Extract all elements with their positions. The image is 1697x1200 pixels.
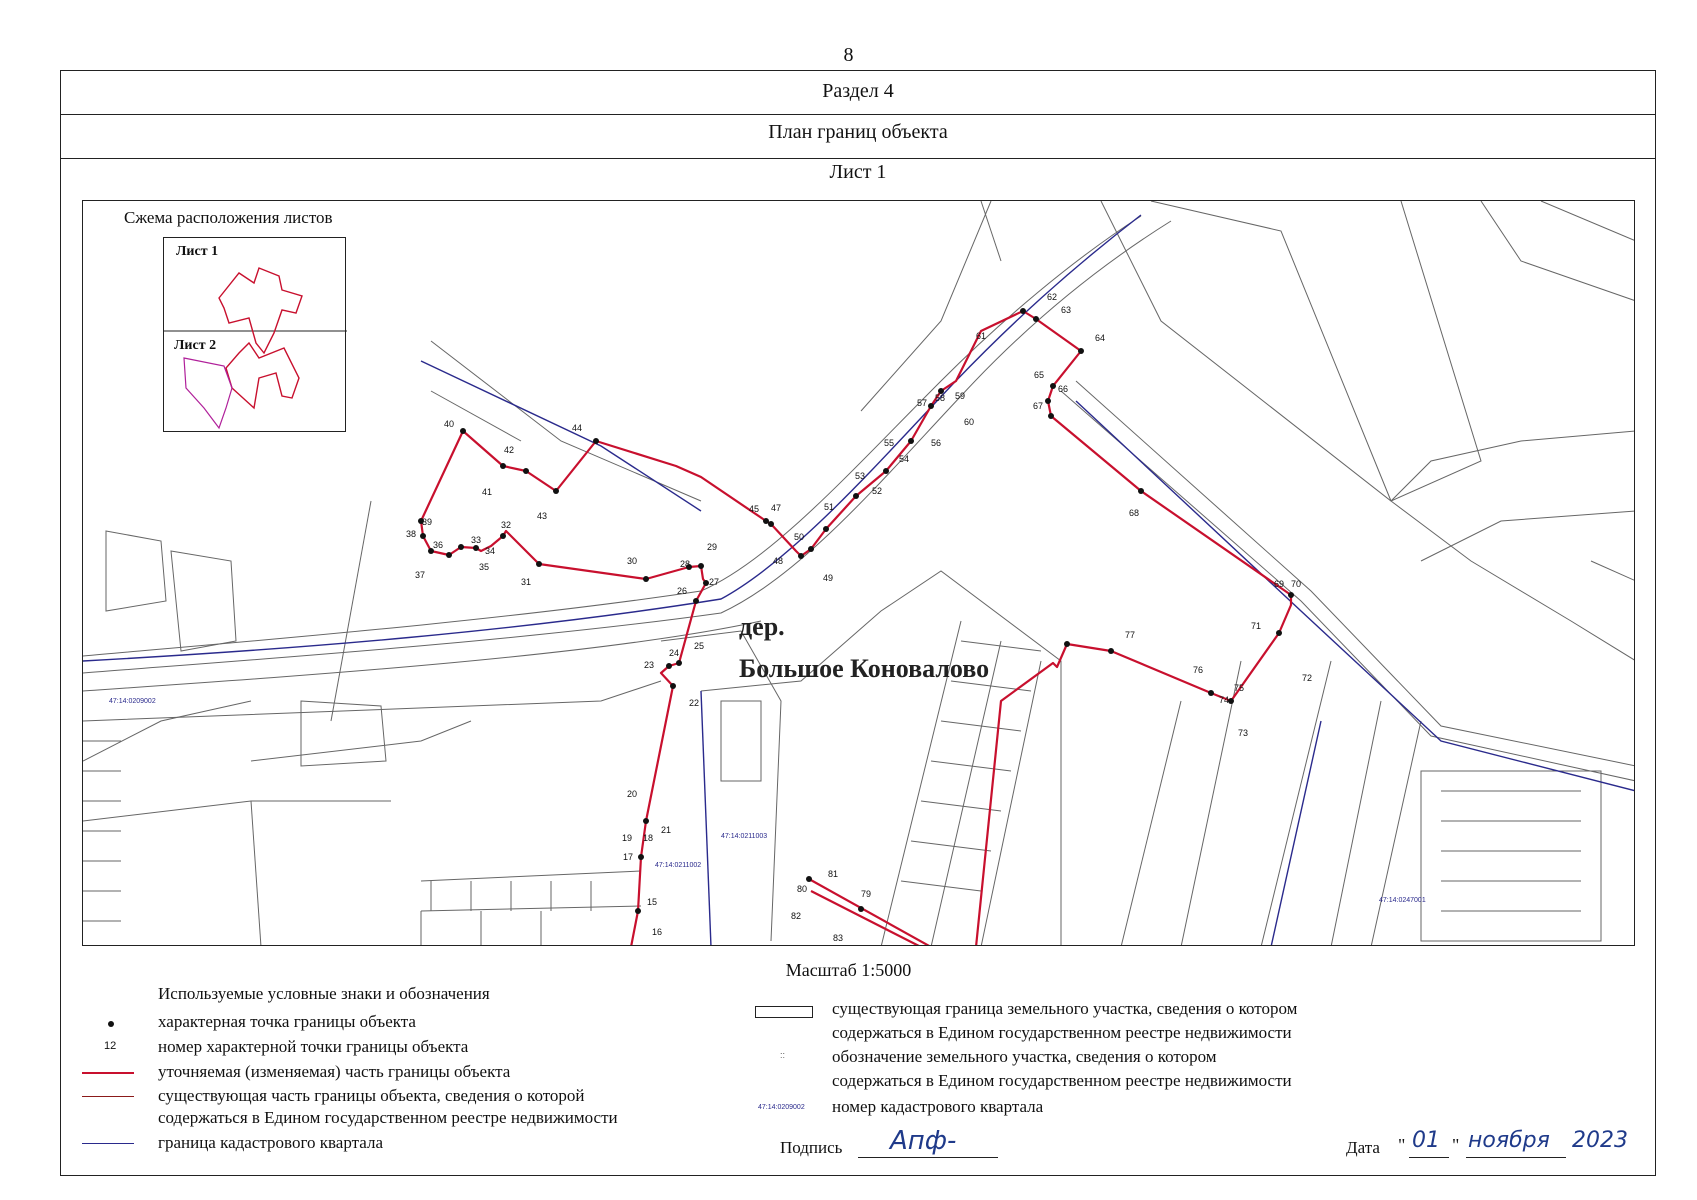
point-number: 79 [861,889,872,899]
legend-quarter-number-text: номер кадастрового квартала [832,1097,1044,1116]
plan-title: План границ объекта [768,121,948,143]
quarter-number: 47:14:0211003 [721,833,768,840]
building [721,701,761,781]
parcel-line [1371,721,1421,946]
boundary-point [1045,398,1051,404]
point-number: 31 [521,577,532,587]
legend-title: Используемые условные знаки и обозначения [158,984,490,1003]
point-number: 48 [773,556,784,566]
building [431,881,591,911]
legend-quarter-text: граница кадастрового квартала [158,1133,383,1152]
legend-parcel-text-2: содержаться в Едином государственном реестре недвижимости [832,1023,1292,1042]
boundary-point [1048,413,1054,419]
building [1441,791,1581,911]
point-number: 19 [622,833,633,843]
point-number: 33 [471,535,482,545]
point-number: 55 [884,438,895,448]
boundary-point [806,876,812,882]
point-number: 57 [917,398,928,408]
point-number: 82 [791,911,802,921]
boundary-point [808,546,814,552]
point-number-labels [406,292,1312,943]
boundary-point [670,683,676,689]
point-number: 39 [422,517,433,527]
boundary-point [458,544,464,550]
boundary-point [768,521,774,527]
legend-quarter-symbol [82,1143,134,1144]
point-number: 77 [1125,630,1136,640]
boundary-point [500,533,506,539]
parcel-line [1391,501,1635,661]
point-number: 18 [643,833,654,843]
point-number: 73 [1238,728,1249,738]
point-number: 69 [1274,579,1285,589]
point-number: 15 [647,897,658,907]
parcel-line [1101,201,1481,501]
legend-existing-text-1: существующая часть границы объекта, сведения о которой [158,1086,585,1105]
row-divider [60,158,1656,159]
village-name-line1: дер. [739,612,785,641]
boundary-point [1064,641,1070,647]
boundary-point [676,660,682,666]
point-number: 24 [669,648,680,658]
point-number: 80 [797,884,808,894]
point-number: 27 [709,577,720,587]
boundary-point [1078,348,1084,354]
sheet2-outline [226,343,299,408]
parcel-line [1391,431,1635,501]
parcel-line [421,871,641,881]
legend-parcel-symbol [755,1006,813,1018]
signature-handwriting: Апф- [890,1126,957,1156]
boundary-point [593,438,599,444]
road-edge [83,621,761,691]
point-number: 61 [976,331,987,341]
point-number: 81 [828,869,839,879]
legend-existing-text-2: содержаться в Едином государственном реестре недвижимости [158,1108,618,1127]
boundary-point [1276,630,1282,636]
scheme-sheet2-label: Лист 2 [174,338,217,353]
point-number: 76 [1193,665,1204,675]
boundary-point [1108,648,1114,654]
point-number: 83 [833,933,844,943]
parcel-line [1481,201,1635,301]
legend-existing-symbol [82,1096,134,1097]
date-month: ноября [1468,1128,1550,1153]
point-number: 56 [931,438,942,448]
village-name [739,612,989,683]
legend-refined-symbol [82,1072,134,1074]
boundary-point [1033,316,1039,322]
point-number: 54 [899,454,910,464]
legend-point-text: характерная точка границы объекта [158,1012,416,1031]
point-number: 59 [955,391,966,401]
date-label: Дата [1346,1138,1380,1157]
boundary-point [853,493,859,499]
point-number: 26 [677,586,688,596]
signature-label: Подпись [780,1138,843,1157]
boundary-map [82,200,1635,946]
point-number: 38 [406,529,417,539]
point-number: 74 [1219,695,1230,705]
parcel-line [1261,661,1331,946]
point-number: 66 [1058,384,1069,394]
point-number: 53 [855,471,866,481]
point-number: 47 [771,503,782,513]
quarter-number: 47:14:0209002 [109,698,156,705]
point-number: 40 [444,419,455,429]
boundary-point [763,518,769,524]
sheet2-outline-ext [184,358,232,428]
row-divider [60,114,1656,115]
quarter-line [1076,401,1635,791]
quarter-number: 47:14:0211002 [655,862,702,869]
boundary-point [1288,592,1294,598]
point-number: 29 [707,542,718,552]
parcel-line [421,906,641,911]
boundary-point [928,403,934,409]
boundary-point [1138,488,1144,494]
point-number: 20 [627,789,638,799]
point-number: 23 [644,660,655,670]
scheme-inset [163,237,346,432]
building [421,911,541,946]
refined-boundary [421,311,1291,946]
road-edge [1061,391,1635,781]
quarter-line [1271,721,1321,946]
point-number: 45 [749,504,760,514]
building [83,741,121,921]
point-number: 32 [501,520,512,530]
point-number: 37 [415,570,426,580]
legend-quarter-number-symbol: 47:14:0209002 [758,1104,805,1111]
legend-number-symbol: 12 [104,1040,117,1052]
date-day-line [1409,1157,1449,1158]
boundary-point [698,563,704,569]
point-number: 72 [1302,673,1313,683]
boundary-point [693,598,699,604]
point-number: 71 [1251,621,1262,631]
parcel-line [1591,561,1635,581]
point-number: 58 [935,393,946,403]
boundary-line-east [976,311,1291,946]
boundary-point [446,552,452,558]
date-year: 2023 [1572,1128,1628,1153]
point-number: 42 [504,445,515,455]
quarter-line [421,361,701,511]
scheme-drawing [164,238,347,433]
parcel-line [861,201,991,411]
legend-designation-symbol: :: [780,1050,786,1060]
boundary-line-south [811,891,921,946]
boundary-point [460,428,466,434]
boundary-point [1050,383,1056,389]
section-title: Раздел 4 [822,80,894,102]
quarter-number: 47:14:0247001 [1379,897,1426,904]
sheet-title: Лист 1 [829,161,887,183]
parcel-line [251,801,261,946]
parcel-line [1421,511,1635,561]
point-number: 30 [627,556,638,566]
legend-point-symbol [108,1021,114,1027]
point-number: 65 [1034,370,1045,380]
parcel-line [83,701,251,761]
boundary-point [883,468,889,474]
page-number: 8 [843,44,854,66]
point-number: 35 [479,562,490,572]
village-name-line2: Большое Коновалово [739,654,990,683]
boundary-point [473,545,479,551]
point-number: 67 [1033,401,1044,411]
point-number: 50 [794,532,805,542]
legend-parcel-text-1: существующая граница земельного участка, сведения о котором [832,999,1298,1018]
boundary-point [858,906,864,912]
boundary-point [908,438,914,444]
point-number: 17 [623,852,634,862]
scheme-title: Сжема расположения листов [124,208,333,227]
boundary-point [553,488,559,494]
point-number: 63 [1061,305,1072,315]
parcel-line [981,201,1001,261]
boundary-point [1208,690,1214,696]
date-month-line [1466,1157,1566,1158]
signature-line [858,1157,998,1158]
date-quote-close: " [1452,1135,1460,1155]
boundary-point [635,908,641,914]
boundary-point [536,561,542,567]
parcel-line [1151,201,1391,501]
boundary-point [643,576,649,582]
building [106,531,166,611]
point-number: 62 [1047,292,1058,302]
point-number: 52 [872,486,883,496]
point-number: 60 [964,417,975,427]
quarter-line [701,691,711,946]
point-number: 21 [661,825,672,835]
point-number: 44 [572,423,583,433]
point-number: 43 [537,511,548,521]
date-quote-open: " [1398,1135,1406,1155]
parcel-line [431,391,521,441]
point-number: 28 [680,559,691,569]
point-number: 51 [824,502,835,512]
boundary-point [420,533,426,539]
parcel-line [1541,201,1635,241]
building [1421,771,1601,941]
point-number: 36 [433,540,444,550]
point-number: 75 [1234,683,1245,693]
point-number: 64 [1095,333,1106,343]
point-number: 41 [482,487,493,497]
point-number: 16 [652,927,663,937]
point-number: 70 [1291,579,1302,589]
parcel-line [1121,701,1181,946]
point-number: 22 [689,698,700,708]
boundary-point [638,854,644,860]
legend-refined-text: уточняемая (изменяемая) часть границы объекта [158,1062,511,1081]
legend-number-text: номер характерной точки границы объекта [158,1037,469,1056]
legend-designation-text-2: содержаться в Едином государственном реестре недвижимости [832,1071,1292,1090]
scheme-sheet1-label: Лист 1 [176,244,219,259]
parcel-line [1331,701,1381,946]
sheet1-outline [219,268,302,353]
legend-designation-text-1: обозначение земельного участка, сведения о котором [832,1047,1217,1066]
point-number: 25 [694,641,705,651]
boundary-point [1020,308,1026,314]
boundary-point [643,818,649,824]
map-scale: Масштаб 1:5000 [785,960,912,980]
parcel-line [251,721,471,761]
building [171,551,236,651]
boundary-point [823,526,829,532]
parcel-line [83,801,391,821]
boundary-point [798,553,804,559]
boundary-point [666,663,672,669]
point-number: 49 [823,573,834,583]
boundary-point [500,463,506,469]
point-number: 34 [485,546,496,556]
point-number: 68 [1129,508,1140,518]
boundary-point [523,468,529,474]
parcel-line [83,681,661,721]
date-day: 01 [1412,1128,1440,1153]
parcel-line [331,501,371,721]
